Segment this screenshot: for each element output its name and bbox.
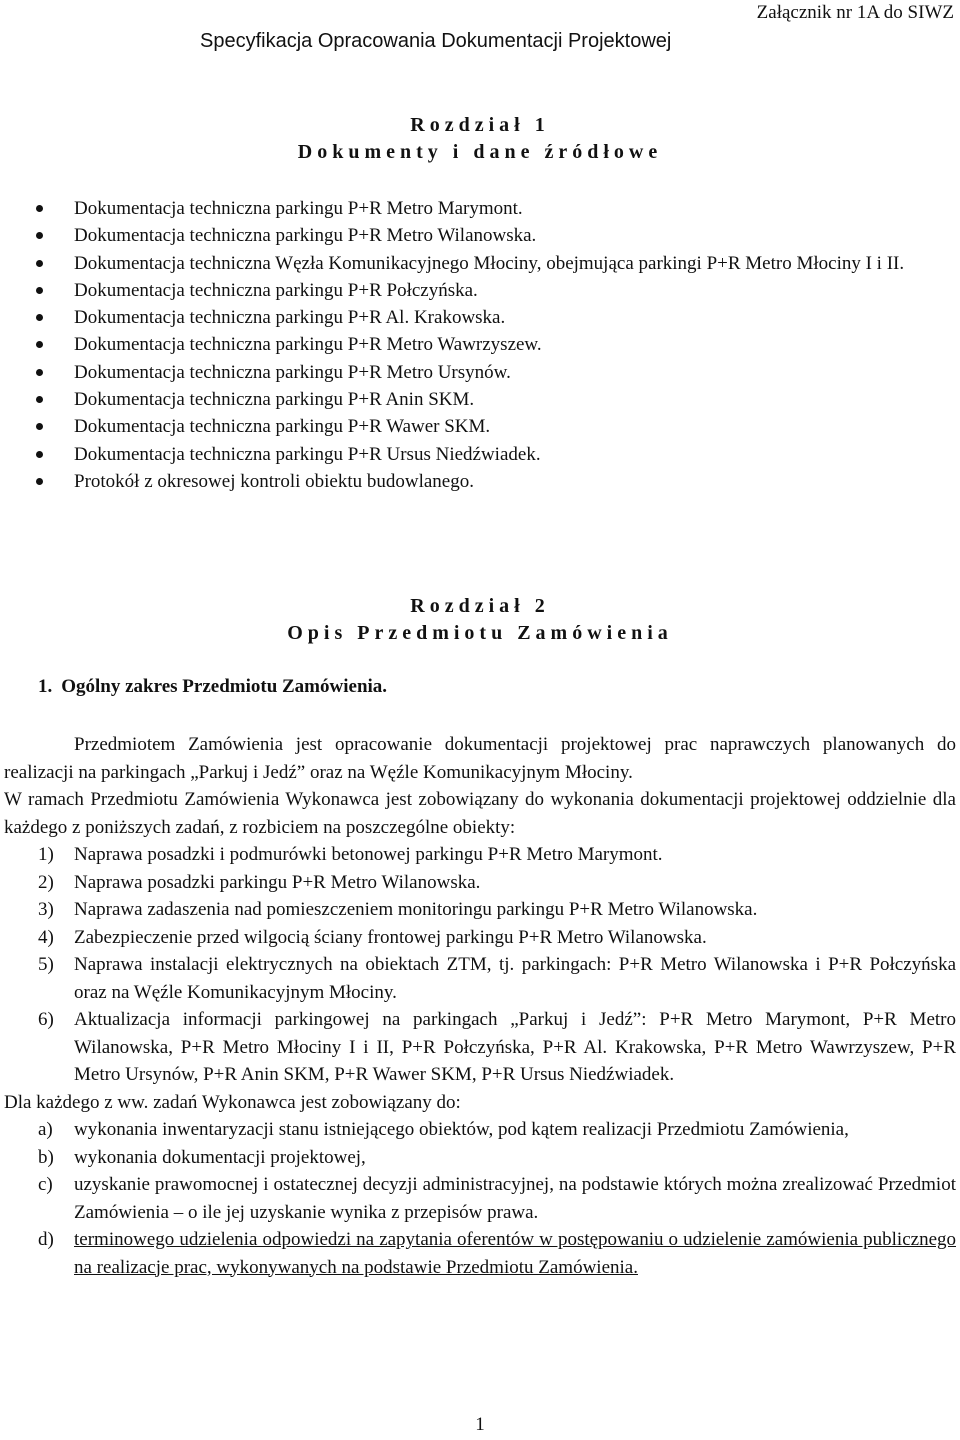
section-title: Ogólny zakres Przedmiotu Zamówienia. xyxy=(61,676,388,697)
list-item: Dokumentacja techniczna parkingu P+R Metro Ursynów. xyxy=(74,359,956,386)
chapter-2-number: Rozdział 2 xyxy=(410,595,550,617)
obligation-text: terminowego udzielenia odpowiedzi na zapytania oferentów w postępowaniu o udzielenie zamówienia publicznego na realizacje prac, wykonywanych na podstawie Przedmiotu Zamówienia. xyxy=(74,1229,956,1278)
task-number: 5) xyxy=(38,954,54,975)
list-item: Dokumentacja techniczna parkingu P+R Metro Marymont. xyxy=(74,195,956,222)
scope-paragraph: W ramach Przedmiotu Zamówienia Wykonawca jest zobowiązany do wykonania dokumentacji projektowej oddzielnie dla każdego z poniższych zadań, z rozbiciem na poszczególne obiekty: xyxy=(4,789,956,838)
source-documents-list xyxy=(74,195,956,495)
list-item: Dokumentacja techniczna Węzła Komunikacyjnego Młociny, obejmująca parkingi P+R Metro Młociny I i II. xyxy=(74,250,956,277)
obligation-text: wykonania inwentaryzacji stanu istniejącego obiektów, pod kątem realizacji Przedmiotu Zamówienia, xyxy=(74,1119,849,1140)
spec-title: Specyfikacja Opracowania Dokumentacji Projektowej xyxy=(200,30,672,52)
list-item: Dokumentacja techniczna parkingu P+R Al. Krakowska. xyxy=(74,304,956,331)
task-item xyxy=(4,924,956,952)
obligation-text: uzyskanie prawomocnej i ostatecznej decyzji administracyjnej, na podstawie których można zrealizować Przedmiot Zamówienia – o ile jej uzyskanie wynika z przepisów prawa. xyxy=(74,1174,956,1223)
task-number: 2) xyxy=(38,871,54,893)
obligation-letter: b) xyxy=(38,1146,54,1168)
obligation-item xyxy=(4,1171,956,1226)
obligation-item xyxy=(4,1116,956,1144)
obligation-text: wykonania dokumentacji projektowej, xyxy=(74,1146,366,1168)
task-item xyxy=(4,951,956,1006)
obligation-letter: c) xyxy=(38,1174,53,1195)
list-item: Dokumentacja techniczna parkingu P+R Metro Wawrzyszew. xyxy=(74,331,956,358)
obligations-intro: Dla każdego z ww. zadań Wykonawca jest zobowiązany do: xyxy=(4,1091,461,1113)
intro-paragraph: Przedmiotem Zamówienia jest opracowanie dokumentacji projektowej prac naprawczych planowanych do realizacji na parkingach „Parkuj i Jedź” oraz na Węźle Komunikacyjnym Młociny. xyxy=(4,734,956,783)
annex-label: Załącznik nr 1A do SIWZ xyxy=(756,2,954,23)
task-text: Naprawa instalacji elektrycznych na obiektach ZTM, tj. parkingach: P+R Metro Wilanowska i P+R Połczyńska oraz na Węźle Komunikacyjnym Młociny. xyxy=(74,954,956,1003)
task-item xyxy=(4,1006,956,1089)
list-item: Dokumentacja techniczna parkingu P+R Metro Wilanowska. xyxy=(74,222,956,249)
list-item: Dokumentacja techniczna parkingu P+R Anin SKM. xyxy=(74,386,956,413)
obligation-item xyxy=(4,1226,956,1281)
task-number: 3) xyxy=(38,899,54,920)
task-text: Naprawa posadzki parkingu P+R Metro Wilanowska. xyxy=(74,871,481,893)
task-item xyxy=(4,869,956,897)
section-number: 1. xyxy=(38,676,53,697)
section-heading xyxy=(38,676,396,698)
obligation-letter: d) xyxy=(38,1229,54,1250)
chapter-1-number: Rozdział 1 xyxy=(410,114,550,136)
obligation-letter: a) xyxy=(38,1119,53,1140)
task-text: Aktualizacja informacji parkingowej na parkingach „Parkuj i Jedź”: P+R Metro Marymont, P+R Metro Wilanowska, P+R Metro Młociny I i II, P+R Połczyńska, P+R Al. Krakowska, P+R Metro Wawrzyszew, P+R Metro Ursynów, P+R Anin SKM, P+R Wawer SKM, P+R Ursus Niedźwiadek. xyxy=(74,1009,956,1085)
list-item: Dokumentacja techniczna parkingu P+R Wawer SKM. xyxy=(74,413,956,440)
obligation-item xyxy=(4,1144,956,1172)
task-text: Zabezpieczenie przed wilgocią ściany frontowej parkingu P+R Metro Wilanowska. xyxy=(74,926,707,948)
section-body xyxy=(4,731,956,1281)
task-item xyxy=(4,841,956,869)
task-number: 4) xyxy=(38,926,54,948)
list-item: Dokumentacja techniczna parkingu P+R Połczyńska. xyxy=(74,277,956,304)
page-number: 1 xyxy=(475,1414,485,1435)
chapter-1-title: Dokumenty i dane źródłowe xyxy=(297,141,663,163)
task-text: Naprawa zadaszenia nad pomieszczeniem monitoringu parkingu P+R Metro Wilanowska. xyxy=(74,899,758,920)
task-item xyxy=(4,896,956,924)
chapter-2-title: Opis Przedmiotu Zamówienia xyxy=(287,622,673,644)
list-item: Dokumentacja techniczna parkingu P+R Ursus Niedźwiadek. xyxy=(74,441,956,468)
list-item: Protokół z okresowej kontroli obiektu budowlanego. xyxy=(74,468,956,495)
task-text: Naprawa posadzki i podmurówki betonowej parkingu P+R Metro Marymont. xyxy=(74,844,663,865)
task-number: 1) xyxy=(38,844,54,865)
task-number: 6) xyxy=(38,1009,54,1030)
